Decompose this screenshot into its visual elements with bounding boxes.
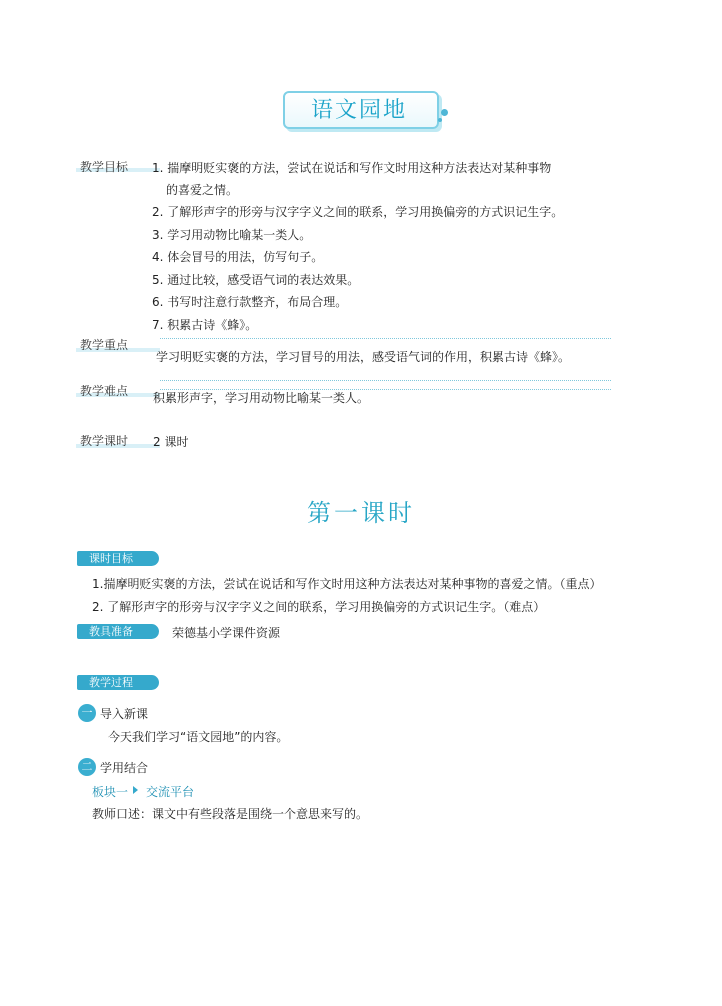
block-title: 交流平台 <box>146 785 195 799</box>
difficulties-text: 积累形声字，学习用动物比喻某一类人。 <box>153 391 370 405</box>
objective-item: 2. 了解形声字的形旁与汉字字义之间的联系，学习用换偏旁的方式识记生字。（难点） <box>92 600 546 614</box>
goal-item: 7. 积累古诗《蜂》。 <box>152 318 258 332</box>
block-text: 教师口述：课文中有些段落是围绕一个意思来写的。 <box>92 807 369 821</box>
step-title: 学用结合 <box>100 761 149 775</box>
goal-item: 5. 通过比较，感受语气词的表达效果。 <box>152 273 360 287</box>
step-text: 今天我们学习“语文园地”的内容。 <box>108 730 289 744</box>
step-title: 导入新课 <box>100 707 149 721</box>
hours-label: 教学课时 <box>80 434 129 448</box>
key-points-text: 学习明贬实褒的方法，学习冒号的用法，感受语气词的作用，积累古诗《蜂》。 <box>156 350 571 364</box>
block-label: 板块一 <box>92 785 129 799</box>
goals-label: 教学目标 <box>80 160 129 174</box>
goal-item: 4. 体会冒号的用法，仿写句子。 <box>152 250 324 264</box>
objective-item: 1.揣摩明贬实褒的方法，尝试在说话和写作文时用这种方法表达对某种事物的喜爱之情。（重点） <box>92 577 602 591</box>
process-label: 教学过程 <box>77 675 159 690</box>
key-points-label: 教学重点 <box>80 338 129 352</box>
goal-item: 1. 揣摩明贬实褒的方法，尝试在说话和写作文时用这种方法表达对某种事物 <box>152 161 552 175</box>
triangle-right-icon <box>133 786 138 794</box>
step-number-badge: 二 <box>78 758 96 776</box>
difficulties-label: 教学难点 <box>80 384 129 398</box>
dotted-divider <box>160 338 611 339</box>
decor-dot <box>438 118 442 122</box>
decor-dot <box>441 109 448 116</box>
hours-text: 2 课时 <box>153 435 189 449</box>
step-number-badge: 一 <box>78 704 96 722</box>
goal-item: 3. 学习用动物比喻某一类人。 <box>152 228 312 242</box>
page-title: 语文园地 <box>310 98 407 123</box>
goal-item: 2. 了解形声字的形旁与汉字字义之间的联系，学习用换偏旁的方式识记生字。 <box>152 205 564 219</box>
dotted-divider <box>160 380 611 381</box>
goal-item: 的喜爱之情。 <box>166 183 239 197</box>
lesson-title: 第一课时 <box>307 499 415 527</box>
goal-item: 6. 书写时注意行款整齐，布局合理。 <box>152 295 348 309</box>
prep-text: 荣德基小学课件资源 <box>172 626 281 640</box>
prep-label: 教具准备 <box>77 624 159 639</box>
objectives-label: 课时目标 <box>77 551 159 566</box>
